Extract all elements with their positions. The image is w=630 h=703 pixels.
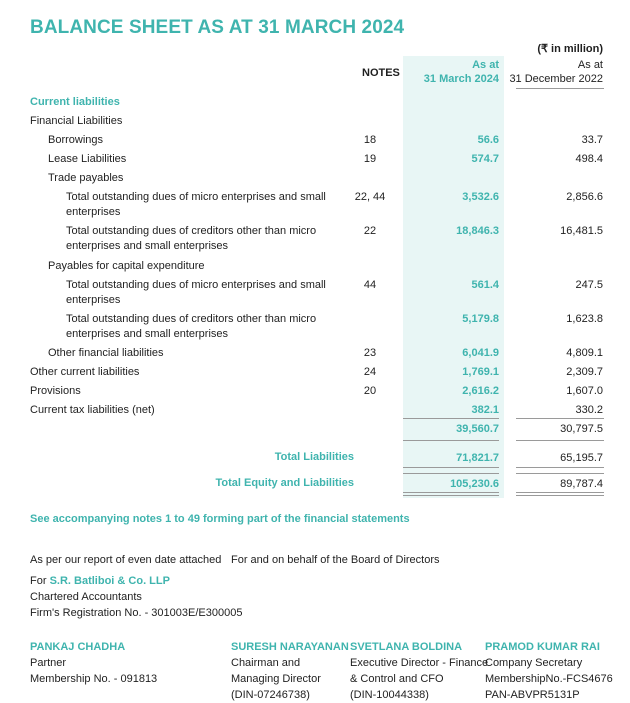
previous-year-header-line1: As at bbox=[577, 59, 603, 71]
signatory-block bbox=[485, 639, 613, 703]
row-label: Financial Liabilities bbox=[30, 115, 123, 127]
row-label-line2: enterprises bbox=[66, 294, 121, 306]
row-label: Other current liabilities bbox=[30, 366, 140, 378]
total-liabilities-previous: 65,195.7 bbox=[560, 452, 603, 464]
row-note: 20 bbox=[363, 385, 377, 397]
current-year-header-line1: As at bbox=[472, 59, 499, 71]
firm-registration: Firm's Registration No. - 301003E/E300005 bbox=[30, 607, 243, 619]
row-current-value: 574.7 bbox=[471, 153, 499, 165]
row-current-value: 561.4 bbox=[471, 279, 499, 291]
board-statement: For and on behalf of the Board of Directors bbox=[231, 554, 440, 566]
signatory-name: SVETLANA BOLDINA bbox=[350, 641, 463, 653]
row-label-line1: Total outstanding dues of micro enterprises and small bbox=[66, 191, 326, 203]
row-note: 22 bbox=[363, 225, 377, 237]
row-note: 24 bbox=[363, 366, 377, 378]
row-current-value: 18,846.3 bbox=[456, 225, 499, 237]
total-equity-bottom-rule1-previous bbox=[516, 492, 604, 493]
row-previous-value: 2,309.7 bbox=[566, 366, 603, 378]
signatory-line2: & Control and CFO bbox=[350, 673, 444, 685]
previous-year-header-line2: 31 December 2022 bbox=[509, 73, 603, 85]
row-note: 22, 44 bbox=[354, 191, 386, 203]
row-label-line2: enterprises and small enterprises bbox=[66, 240, 229, 252]
total-equity-top-rule-previous bbox=[516, 473, 604, 474]
section-heading: Current liabilities bbox=[30, 96, 120, 108]
row-label-line1: Total outstanding dues of micro enterprises and small bbox=[66, 279, 326, 291]
page-title: BALANCE SHEET AS AT 31 MARCH 2024 bbox=[30, 17, 405, 38]
previous-year-header bbox=[505, 58, 603, 86]
total-equity-bottom-rule2-previous bbox=[516, 495, 604, 496]
current-year-header bbox=[403, 58, 499, 86]
row-current-value: 1,769.1 bbox=[462, 366, 499, 378]
signatory-line3: (DIN-10044338) bbox=[350, 689, 429, 701]
total-liabilities-rule-current bbox=[403, 467, 499, 468]
row-label bbox=[66, 312, 316, 342]
subtotal-rule-previous bbox=[516, 418, 604, 419]
row-current-value: 5,179.8 bbox=[462, 313, 499, 325]
row-previous-value: 16,481.5 bbox=[560, 225, 603, 237]
notes-column-header: NOTES bbox=[362, 67, 400, 79]
units-label: (₹ in million) bbox=[537, 43, 603, 55]
row-current-value: 6,041.9 bbox=[462, 347, 499, 359]
row-previous-value: 498.4 bbox=[575, 153, 603, 165]
signatory-line1: Executive Director - Finance bbox=[350, 657, 489, 669]
firm-type: Chartered Accountants bbox=[30, 591, 142, 603]
row-label bbox=[66, 190, 326, 220]
row-current-value: 56.6 bbox=[477, 134, 499, 146]
total-equity-bottom-rule1-current bbox=[403, 492, 499, 493]
row-previous-value: 2,856.6 bbox=[566, 191, 603, 203]
subtotal-bottom-rule-current bbox=[403, 440, 499, 441]
row-label-line1: Total outstanding dues of creditors other than micro bbox=[66, 225, 317, 237]
row-previous-value: 4,809.1 bbox=[566, 347, 603, 359]
signatory-line1: Chairman and bbox=[231, 657, 301, 669]
auditor-block bbox=[30, 573, 242, 621]
signatory-line2: MembershipNo.-FCS4676 bbox=[485, 673, 613, 685]
row-label: Borrowings bbox=[48, 134, 104, 146]
signatory-block bbox=[231, 639, 349, 703]
signatory-block bbox=[350, 639, 488, 703]
subtotal-current-value: 39,560.7 bbox=[456, 423, 499, 435]
row-note: 44 bbox=[363, 279, 377, 291]
row-previous-value: 33.7 bbox=[581, 134, 603, 146]
signatory-line1: Company Secretary bbox=[485, 657, 583, 669]
row-label-line1: Total outstanding dues of creditors other than micro bbox=[66, 313, 317, 325]
signatory-name: SURESH NARAYANAN bbox=[231, 641, 349, 653]
row-label: Current tax liabilities (net) bbox=[30, 404, 155, 416]
row-label-line2: enterprises and small enterprises bbox=[66, 328, 229, 340]
accompanying-notes-footnote: See accompanying notes 1 to 49 forming part of the financial statements bbox=[30, 513, 410, 525]
firm-prefix: For bbox=[30, 575, 50, 587]
row-previous-value: 330.2 bbox=[575, 404, 603, 416]
row-label: Trade payables bbox=[48, 172, 124, 184]
signatory-line1: Partner bbox=[30, 657, 67, 669]
row-note: 18 bbox=[363, 134, 377, 146]
total-equity-liabilities-previous: 89,787.4 bbox=[560, 478, 603, 490]
firm-line bbox=[30, 573, 242, 589]
row-label: Provisions bbox=[30, 385, 81, 397]
total-equity-top-rule-current bbox=[403, 473, 499, 474]
row-previous-value: 1,607.0 bbox=[566, 385, 603, 397]
subtotal-rule-current bbox=[403, 418, 499, 419]
row-note: 19 bbox=[363, 153, 377, 165]
total-equity-liabilities-current: 105,230.6 bbox=[450, 478, 499, 490]
total-liabilities-label: Total Liabilities bbox=[274, 451, 354, 463]
header-divider bbox=[516, 88, 604, 89]
row-label-line2: enterprises bbox=[66, 206, 121, 218]
signatory-name: PANKAJ CHADHA bbox=[30, 641, 126, 653]
current-year-header-line2: 31 March 2024 bbox=[423, 73, 499, 85]
row-label: Other financial liabilities bbox=[48, 347, 164, 359]
signatory-line3: (DIN-07246738) bbox=[231, 689, 310, 701]
row-note: 23 bbox=[363, 347, 377, 359]
total-equity-bottom-rule2-current bbox=[403, 495, 499, 496]
row-current-value: 3,532.6 bbox=[462, 191, 499, 203]
signatory-name: PRAMOD KUMAR RAI bbox=[485, 641, 600, 653]
signatory-block bbox=[30, 639, 157, 687]
total-equity-liabilities-label: Total Equity and Liabilities bbox=[215, 477, 354, 489]
subtotal-bottom-rule-previous bbox=[516, 440, 604, 441]
signatory-line2: Membership No. - 091813 bbox=[30, 673, 158, 685]
subtotal-previous-value: 30,797.5 bbox=[560, 423, 603, 435]
total-liabilities-rule-previous bbox=[516, 467, 604, 468]
row-label: Lease Liabilities bbox=[48, 153, 127, 165]
row-label bbox=[66, 224, 316, 254]
total-liabilities-current: 71,821.7 bbox=[456, 452, 499, 464]
row-current-value: 2,616.2 bbox=[462, 385, 499, 397]
report-statement: As per our report of even date attached bbox=[30, 554, 222, 566]
signatory-line2: Managing Director bbox=[231, 673, 321, 685]
row-current-value: 382.1 bbox=[471, 404, 499, 416]
row-label bbox=[66, 278, 326, 308]
row-label: Payables for capital expenditure bbox=[48, 260, 205, 272]
row-previous-value: 1,623.8 bbox=[566, 313, 603, 325]
signatory-line3: PAN-ABVPR5131P bbox=[485, 689, 580, 701]
firm-name: S.R. Batliboi & Co. LLP bbox=[49, 575, 170, 587]
row-previous-value: 247.5 bbox=[575, 279, 603, 291]
